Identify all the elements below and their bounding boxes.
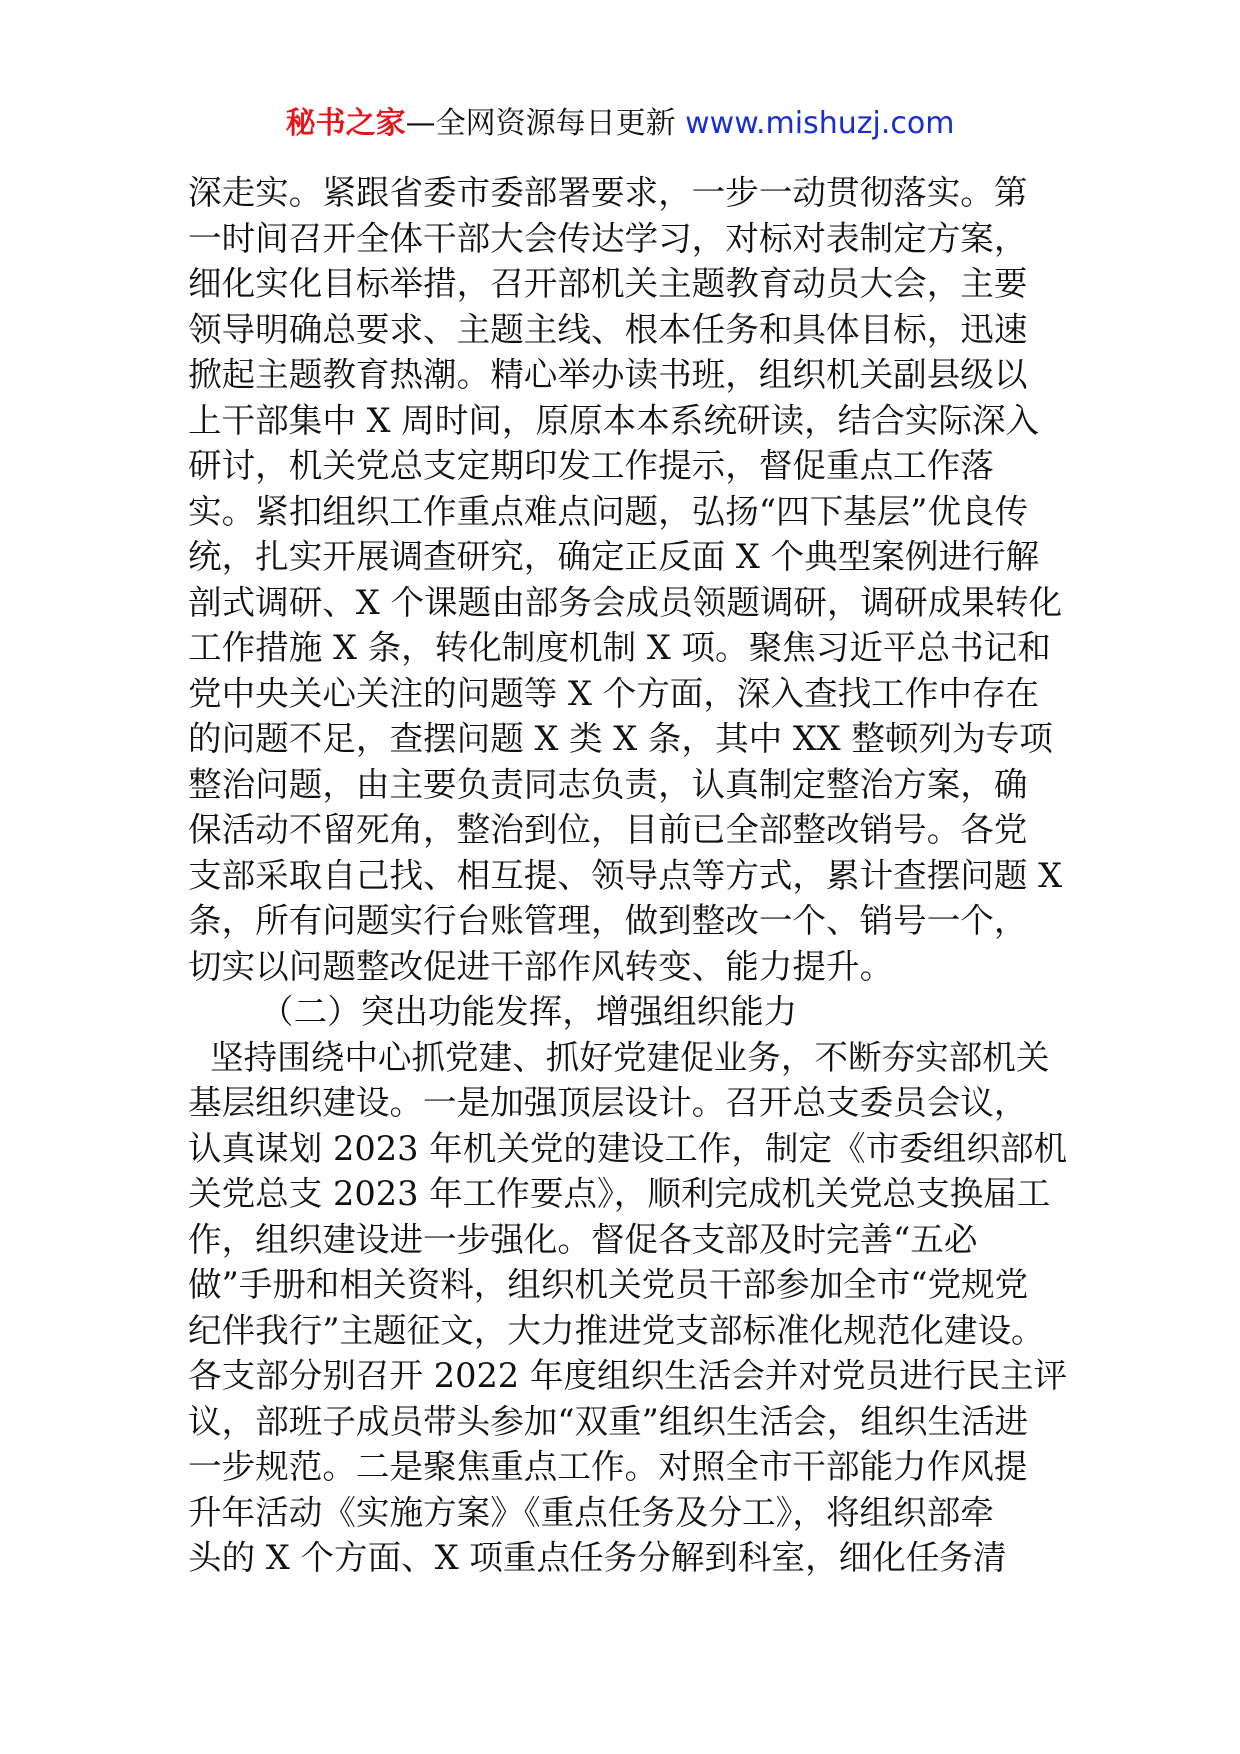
body-line: 一时间召开全体干部大会传达学习，对标对表制定方案，: [188, 218, 1028, 258]
section-line: 作，组织建设进一步强化。督促各支部及时完善“五必: [188, 1219, 978, 1259]
section-line: 头的 X 个方面、X 项重点任务分解到科室，细化任务清: [188, 1538, 1007, 1577]
section-line: 各支部分别召开 2022 年度组织生活会并对党员进行民主评: [188, 1356, 1068, 1395]
body-line: 整治问题，由主要负责同志负责，认真制定整治方案，确: [188, 764, 1028, 804]
section-line: 坚持围绕中心抓党建、抓好党建促业务，不断夯实部机关: [210, 1037, 1050, 1077]
section-line: 基层组织建设。一是加强顶层设计。召开总支委员会议，: [188, 1083, 1028, 1122]
body-line: 的问题不足，查摆问题 X 类 X 条，其中 XX 整顿列为专项: [188, 719, 1053, 758]
body-line: 切实以问题整改促进干部作风转变、能力提升。: [188, 946, 894, 986]
body-line: 保活动不留死角，整治到位，目前已全部整改销号。各党: [188, 810, 1028, 849]
body-line: 深走实。紧跟省委市委部署要求，一步一动贯彻落实。第: [188, 173, 1028, 212]
body-line: 掀起主题教育热潮。精心举办读书班，组织机关副县级以: [188, 355, 1028, 394]
section-line: 认真谋划 2023 年机关党的建设工作，制定《市委组织部机: [188, 1128, 1068, 1168]
header-brand: 秘书之家: [285, 106, 406, 141]
body-line: 细化实化目标举措，召开部机关主题教育动员大会，主要: [188, 264, 1028, 303]
body-line: 研讨，机关党总支定期印发工作提示，督促重点工作落: [188, 446, 994, 485]
section-line: 一步规范。二是聚焦重点工作。对照全市干部能力作风提: [188, 1447, 1028, 1486]
body-line: 工作措施 X 条，转化制度机制 X 项。聚焦习近平总书记和: [188, 628, 1051, 667]
body-line: 领导明确总要求、主题主线、根本任务和具体目标，迅速: [188, 309, 1028, 349]
body-line: 实。紧扣组织工作重点难点问题，弘扬“四下基层”优良传: [188, 491, 1029, 531]
document-body: [188, 170, 1068, 1581]
section-line: 纪伴我行”主题征文，大力推进党支部标准化规范化建设。: [188, 1310, 1045, 1350]
body-line: 条，所有问题实行台账管理，做到整改一个、销号一个，: [188, 901, 1028, 940]
section-line: 关党总支 2023 年工作要点》，顺利完成机关党总支换届工: [188, 1174, 1051, 1213]
body-line: 统，扎实开展调查研究，确定正反面 X 个典型案例进行解: [188, 537, 1040, 576]
body-line: 党中央关心关注的问题等 X 个方面，深入查找工作中存在: [188, 673, 1040, 713]
page-header: [0, 104, 1240, 144]
section-heading: （二）突出功能发挥，增强组织能力: [260, 992, 798, 1031]
section-line: 升年活动《实施方案》《重点任务及分工》，将组织部牵: [188, 1492, 994, 1532]
header-slogan: —全网资源每日更新: [405, 106, 676, 141]
section-line: 做”手册和相关资料，组织机关党员干部参加全市“党规党: [188, 1265, 1029, 1304]
body-line: 剖式调研、X 个课题由部务会成员领题调研，调研成果转化: [188, 582, 1063, 622]
body-line: 支部采取自己找、相互提、领导点等方式，累计查摆问题 X: [188, 855, 1063, 895]
body-line: 上干部集中 X 周时间，原原本本系统研读，结合实际深入: [188, 400, 1040, 440]
section-line: 议，部班子成员带头参加“双重”组织生活会，组织生活进: [188, 1401, 1029, 1441]
header-url-link[interactable]: www.mishuzj.com: [685, 106, 955, 141]
